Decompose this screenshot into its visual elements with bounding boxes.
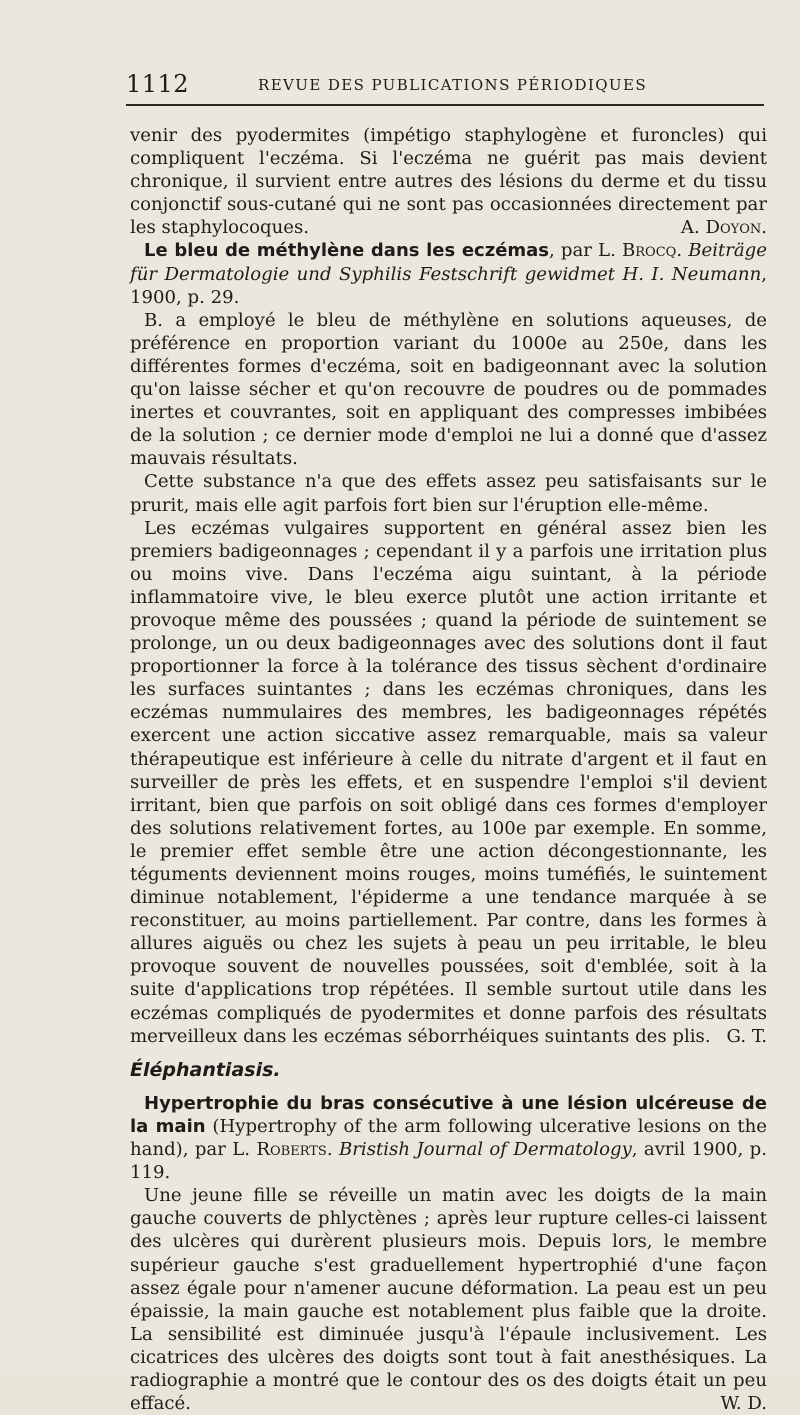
header-rule xyxy=(126,104,764,106)
article2-heading: Hypertrophie du bras consécutive à une lésion ulcéreuse de la main (Hypertrophy of the arm following ulcerative lesions on the hand), par L. Roberts. Bristish Journal of Dermatology, avril 1900, p. 119. xyxy=(130,1092,767,1184)
article1-citation-tail: , 1900, p. 29. xyxy=(130,263,767,308)
article1-author-prefix: , par L. xyxy=(549,240,616,262)
article2-paragraph xyxy=(130,1184,767,1415)
article1-signature: G. T. xyxy=(726,1025,767,1047)
article2-paragraph-text: Une jeune fille se réveille un matin avec les doigts de la main gauche couverts de phlyctènes ; après leur rupture celles-ci laissent des ulcères qui durèrent plusieurs mois. Depuis lors, le membre supérieur gauche s'est graduellement hypertrophié d'une façon assez égale pour n'amener aucune déformation. La peau est un peu épaissie, la main gauche est notablement plus faible que la droite. La sensibilité est diminuée jusqu'à l'épaule inclusivement. Les cicatrices des ulcères des doigts sont tout à fait anesthésiques. La radiographie a montré que le contour des os des doigts était un peu effacé. xyxy=(130,1185,767,1415)
article2-title: Hypertrophie du bras consécutive à une lésion ulcéreuse de la main xyxy=(130,1092,767,1137)
page-content xyxy=(130,124,767,1415)
article1-heading: Le bleu de méthylène dans les eczémas, par L. Brocq. Beiträge für Dermatologie und Syphilis Festschrift gewidmet H. I. Neumann, 1900, p. 29. xyxy=(130,240,767,308)
article1-paragraph-3 xyxy=(130,517,767,1048)
article1-paragraph-3-text: Les eczémas vulgaires supportent en général assez bien les premiers badigeonnages ; cependant il y a parfois une irritation plus ou moins vive. Dans l'eczéma aigu suintant, à la période inflammatoire vive, le bleu exerce plutôt une action irritante et provoque même des poussées ; quand la période de suintement se prolonge, un ou deux badigeonnages avec des solutions dont il faut proportionner la force à la tolérance des tissus sèchent d'ordinaire les surfaces suintantes ; dans les eczémas chroniques, dans les eczémas nummulaires des membres, les badigeonnages répétés exercent une action siccative assez remarquable, mais sa valeur thérapeutique est inférieure à celle du nitrate d'argent et il faut en surveiller de près les effets, et en suspendre l'emploi s'il devient irritant, bien que parfois on soit obligé dans ces formes d'employer des solutions relativement fortes, au 100e par exemple. En somme, le premier effet semble être une action décongestionnante, les téguments deviennent moins rouges, moins tuméfiés, le suintement diminue notablement, l'épiderme a une tendance marquée à se reconstituer, au moins partiellement. Par contre, dans les formes à allures aiguës ou chez les sujets à peau un peu irritable, le bleu provoque souvent de nouvelles poussées, soit d'emblée, soit à la suite d'applications trop répétées. Il semble surtout utile dans les eczémas compliqués de pyodermites et donne parfois des résultats merveilleux dans les eczémas séborrhéiques suintants des plis. xyxy=(130,517,767,1047)
article2-subtitle: (Hypertrophy of the arm following ulcerative lesions on the hand), par L. xyxy=(130,1115,767,1161)
intro-text: venir des pyodermites (impétigo staphylogène et furoncles) qui compliquent l'eczéma. Si l'eczéma ne guérit pas mais devient chronique, il survient entre autres des lésions du derme et du tissu conjonctif sous-cutané qui ne sont pas occasionnées directement par les staphylocoques. xyxy=(130,125,767,239)
section-heading: Éléphantiasis. xyxy=(130,1058,281,1081)
article2-author: Roberts xyxy=(256,1139,327,1161)
article2-citation-tail: , avril 1900, p. 119. xyxy=(130,1139,767,1184)
article2-citation: Bristish Journal of Dermatology xyxy=(338,1139,632,1161)
article1-author: Brocq xyxy=(621,240,677,262)
article1-title: Le bleu de méthylène dans les eczémas xyxy=(144,240,550,262)
intro-signature: A. Doyon. xyxy=(680,217,767,239)
intro-paragraph xyxy=(130,124,767,239)
page-number: 1112 xyxy=(126,70,190,98)
article1-paragraph-1: B. a employé le bleu de méthylène en solutions aqueuses, de préférence en proportion variant du 1000e au 250e, dans les différentes formes d'eczéma, soit en badigeonnant avec la solution qu'on laisse sécher et qu'on recouvre de poudres ou de pommades inertes et couvrantes, soit en appliquant des compresses imbibées de la solution ; ce dernier mode d'emploi ne lui a donné que d'assez mauvais résultats. xyxy=(130,309,767,470)
article1-citation: Beiträge für Dermatologie und Syphilis Festschrift gewidmet H. I. Neumann xyxy=(130,240,767,285)
article2-signature: W. D. xyxy=(720,1393,767,1415)
article1-paragraph-2: Cette substance n'a que des effets assez peu satisfaisants sur le prurit, mais elle agit parfois fort bien sur l'éruption elle-même. xyxy=(130,471,767,516)
running-title: REVUE DES PUBLICATIONS PÉRIODIQUES xyxy=(258,76,647,94)
page-header xyxy=(126,70,766,100)
